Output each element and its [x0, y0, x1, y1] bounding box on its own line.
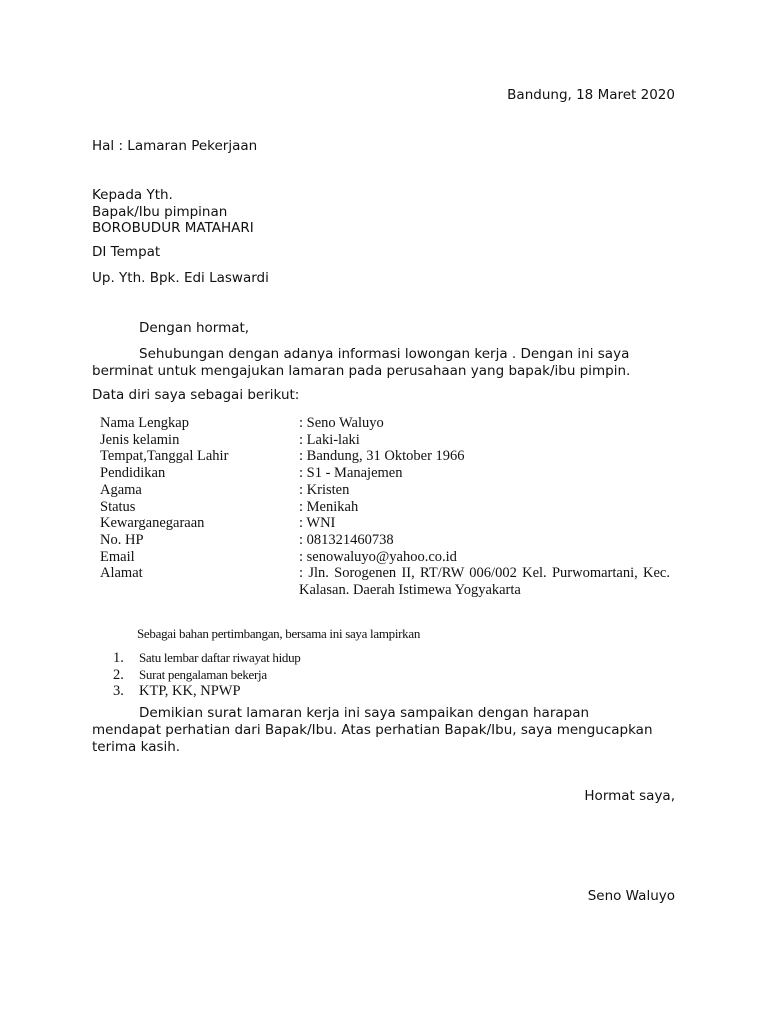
personal-data-row — [100, 432, 670, 449]
sign-off: Hormat saya, — [584, 788, 675, 804]
personal-data-value: : Menikah — [299, 498, 359, 515]
personal-data-label: Kewarganegaraan — [100, 515, 205, 532]
personal-data-row — [100, 549, 670, 566]
personal-data-row — [100, 532, 670, 549]
attachment-item — [113, 683, 301, 700]
attachment-text: KTP, KK, NPWP — [139, 683, 241, 699]
recipient-line: BOROBUDUR MATAHARI — [92, 220, 254, 236]
personal-data-label: Email — [100, 548, 135, 565]
attachment-item — [113, 667, 301, 684]
attachment-text: Satu lembar daftar riwayat hidup — [139, 650, 301, 665]
personal-data-row — [100, 415, 670, 432]
recipient-block — [92, 187, 254, 237]
closing-paragraph-text: Demikian surat lamaran kerja ini saya sampaikan dengan harapan mendapat perhatian dari Bapak/Ibu. Atas perhatian Bapak/Ibu, saya mengucapkan terima kasih. — [92, 705, 653, 755]
data-intro: Data diri saya sebagai berikut: — [92, 387, 300, 403]
personal-data-value: : Kristen — [299, 481, 350, 498]
personal-data-label: No. HP — [100, 531, 144, 548]
opening-paragraph — [92, 346, 658, 380]
personal-data-value: : Bandung, 31 Oktober 1966 — [299, 448, 465, 465]
greeting: Dengan hormat, — [139, 320, 250, 336]
recipient-place: DI Tempat — [92, 244, 161, 260]
attachments-intro: Sebagai bahan pertimbangan, bersama ini saya lampirkan — [137, 626, 421, 641]
attention-line: Up. Yth. Bpk. Edi Laswardi — [92, 270, 269, 286]
closing-paragraph — [92, 705, 658, 756]
personal-data-table — [100, 415, 670, 599]
personal-data-value: : 081321460738 — [299, 531, 394, 548]
personal-data-row — [100, 515, 670, 532]
personal-data-value: : Jln. Sorogenen II, RT/RW 006/002 Kel. Purwomartani, Kec. Kalasan. Daerah Istimewa Yogyakarta — [299, 565, 670, 599]
personal-data-label: Agama — [100, 481, 142, 498]
attachments-list — [113, 650, 301, 700]
opening-paragraph-text: Sehubungan dengan adanya informasi lowongan kerja . Dengan ini saya berminat untuk mengajukan lamaran pada perusahaan yang bapak/ibu pimpin. — [92, 346, 631, 379]
personal-data-value: : Laki-laki — [299, 431, 360, 448]
personal-data-label: Status — [100, 498, 136, 515]
personal-data-row — [100, 482, 670, 499]
recipient-line: Bapak/Ibu pimpinan — [92, 203, 228, 220]
personal-data-label: Alamat — [100, 565, 143, 582]
personal-data-value: : senowaluyo@yahoo.co.id — [299, 548, 457, 565]
personal-data-row — [100, 565, 670, 598]
letter-date: Bandung, 18 Maret 2020 — [507, 87, 675, 103]
attachment-number: 1. — [113, 650, 124, 666]
personal-data-row — [100, 499, 670, 516]
personal-data-row — [100, 448, 670, 465]
personal-data-value: : S1 - Manajemen — [299, 465, 403, 482]
personal-data-label: Tempat,Tanggal Lahir — [100, 448, 229, 465]
attachment-number: 3. — [113, 683, 124, 699]
personal-data-label: Nama Lengkap — [100, 415, 189, 431]
attachment-number: 2. — [113, 666, 124, 683]
attachment-text: Surat pengalaman bekerja — [139, 666, 267, 682]
attachment-item — [113, 650, 301, 667]
signature-name: Seno Waluyo — [587, 888, 675, 904]
personal-data-row — [100, 465, 670, 482]
personal-data-label: Jenis kelamin — [100, 431, 180, 448]
personal-data-label: Pendidikan — [100, 465, 166, 482]
letter-subject: Hal : Lamaran Pekerjaan — [92, 138, 258, 154]
recipient-line: Kepada Yth. — [92, 187, 173, 203]
personal-data-value: : Seno Waluyo — [299, 415, 384, 431]
personal-data-value: : WNI — [299, 515, 336, 532]
